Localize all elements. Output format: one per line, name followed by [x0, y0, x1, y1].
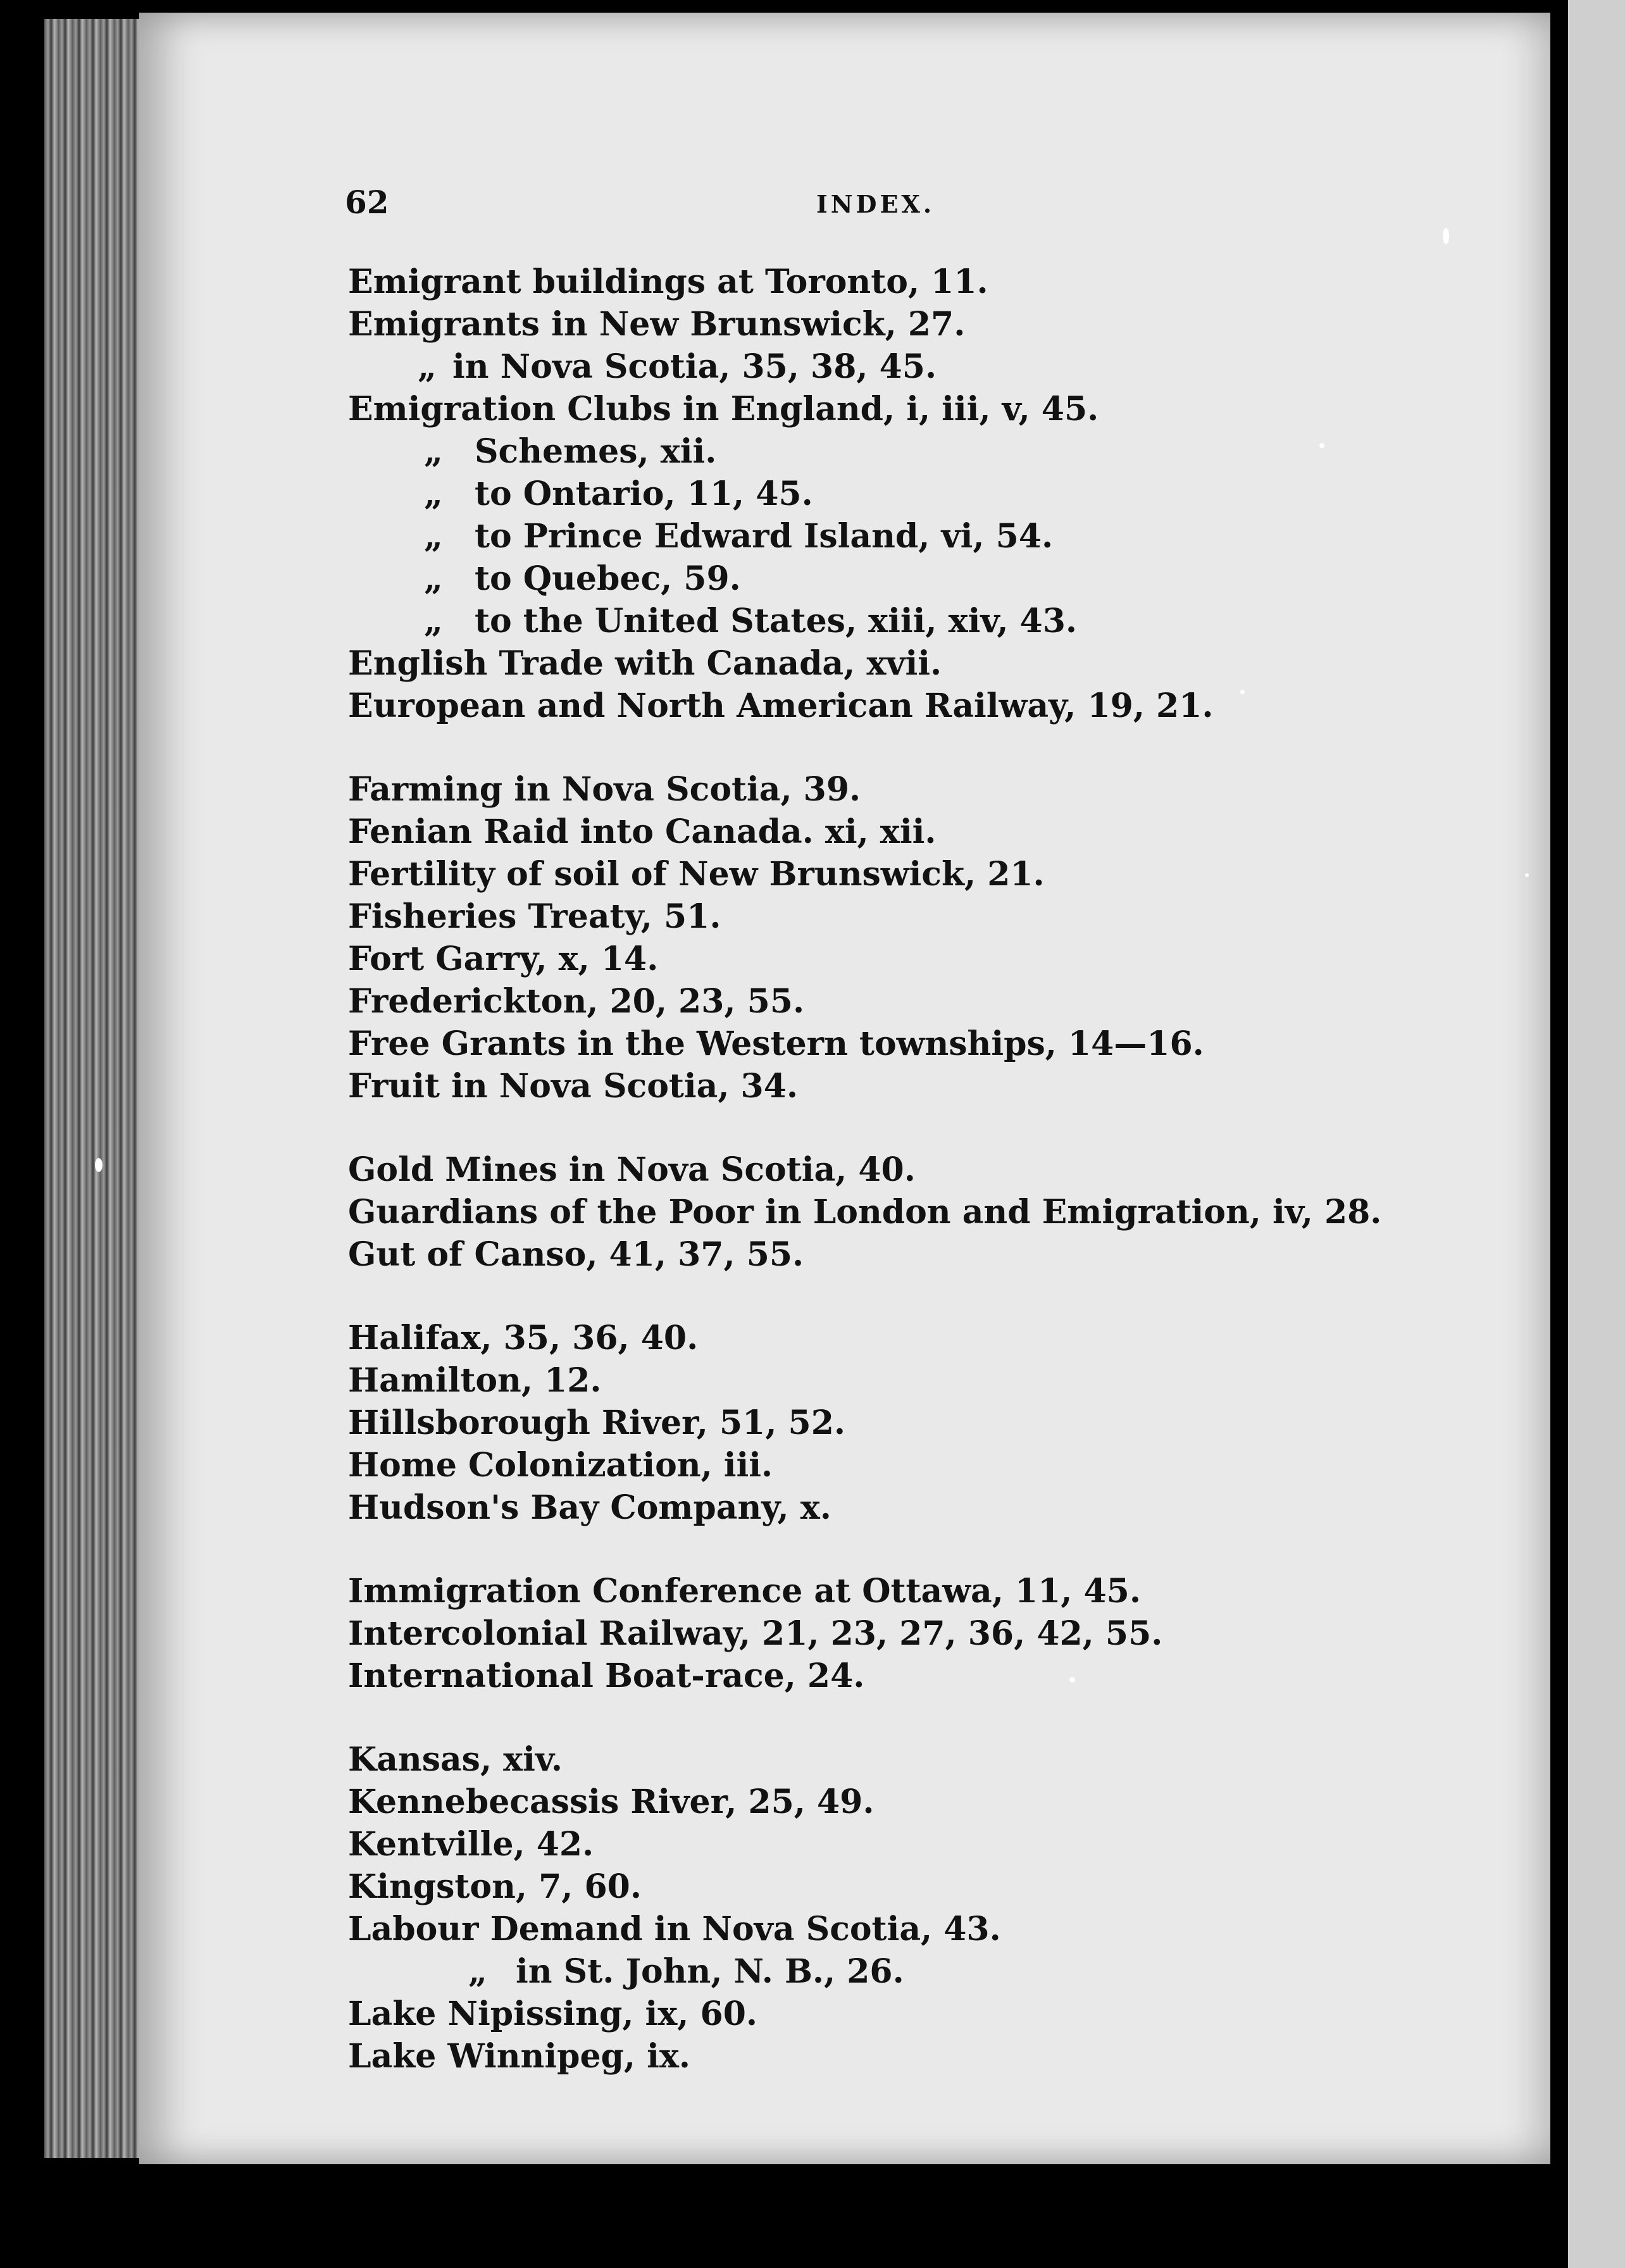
index-subentry: „ in St. John, N. B., 26.	[348, 1950, 1550, 1993]
index-subentry: „ to Ontario, 11, 45.	[348, 473, 1550, 515]
index-subentry: „ to Prince Edward Island, vi, 54.	[348, 515, 1550, 558]
page-edges	[44, 19, 146, 2158]
index-entry: Fruit in Nova Scotia, 34.	[348, 1067, 799, 1106]
index-entry: Gut of Canso, 41, 37, 55.	[348, 1235, 804, 1274]
index-entry: Kennebecassis River, 25, 49.	[348, 1783, 875, 1821]
index-entry: Lake Nipissing, ix, 60.	[348, 1995, 757, 2033]
index-entry: Lake Winnipeg, ix.	[348, 2037, 690, 2076]
index-entry: Intercolonial Railway, 21, 23, 27, 36, 42, 55.	[348, 1614, 1163, 1653]
index-entry: Farming in Nova Scotia, 39.	[348, 770, 861, 809]
index-subentry: „ to the United States, xiii, xiv, 43.	[348, 600, 1550, 642]
index-entry: Emigration Clubs in England, i, iii, v, 45.	[348, 390, 1099, 428]
running-head: INDEX.	[816, 190, 935, 218]
ditto-mark: „	[468, 1952, 487, 1991]
index-entry: Kingston, 7, 60.	[348, 1867, 642, 1906]
index-entry: Frederickton, 20, 23, 55.	[348, 982, 805, 1021]
index-subentry: „ Schemes, xii.	[348, 430, 1550, 473]
index-entry: Emigrants in New Brunswick, 27.	[348, 305, 966, 344]
index-entry: Hamilton, 12.	[348, 1361, 602, 1400]
index-subentry: „ in Nova Scotia, 35, 38, 45.	[348, 346, 1550, 388]
ditto-mark: „	[424, 432, 443, 471]
index-entry: International Boat-race, 24.	[348, 1657, 865, 1695]
ditto-mark: „	[424, 475, 443, 513]
index-entry: Kentville, 42.	[348, 1825, 594, 1864]
index-entry: Guardians of the Poor in London and Emigration, iv, 28.	[348, 1193, 1382, 1231]
index-entry: Fort Garry, x, 14.	[348, 940, 659, 978]
index-entry: European and North American Railway, 19, 21.	[348, 687, 1214, 725]
index-entry: Fisheries Treaty, 51.	[348, 897, 721, 936]
index-list	[348, 261, 1550, 2078]
index-entry: Hillsborough River, 51, 52.	[348, 1404, 845, 1442]
adjacent-page-edge	[1568, 0, 1625, 2268]
ditto-mark: „	[424, 602, 443, 640]
ditto-mark: „	[424, 517, 443, 556]
index-entry: Kansas, xiv.	[348, 1740, 563, 1779]
index-entry: Gold Mines in Nova Scotia, 40.	[348, 1150, 916, 1189]
index-entry: Halifax, 35, 36, 40.	[348, 1319, 699, 1357]
index-entry: Home Colonization, iii.	[348, 1446, 773, 1485]
index-entry: Emigrant buildings at Toronto, 11.	[348, 263, 988, 301]
index-entry: Labour Demand in Nova Scotia, 43.	[348, 1910, 1001, 1948]
index-subentry: „ to Quebec, 59.	[348, 558, 1550, 600]
ditto-mark: „	[418, 347, 437, 386]
ditto-mark: „	[424, 559, 443, 598]
index-entry: Free Grants in the Western townships, 14—16.	[348, 1025, 1204, 1063]
index-entry: Immigration Conference at Ottawa, 11, 45.	[348, 1572, 1141, 1611]
page-number: 62	[345, 184, 389, 221]
index-entry: Fertility of soil of New Brunswick, 21.	[348, 855, 1045, 894]
index-entry: Hudson's Bay Company, x.	[348, 1488, 831, 1527]
index-entry: English Trade with Canada, xvii.	[348, 644, 942, 683]
index-entry: Fenian Raid into Canada. xi, xii.	[348, 813, 937, 851]
